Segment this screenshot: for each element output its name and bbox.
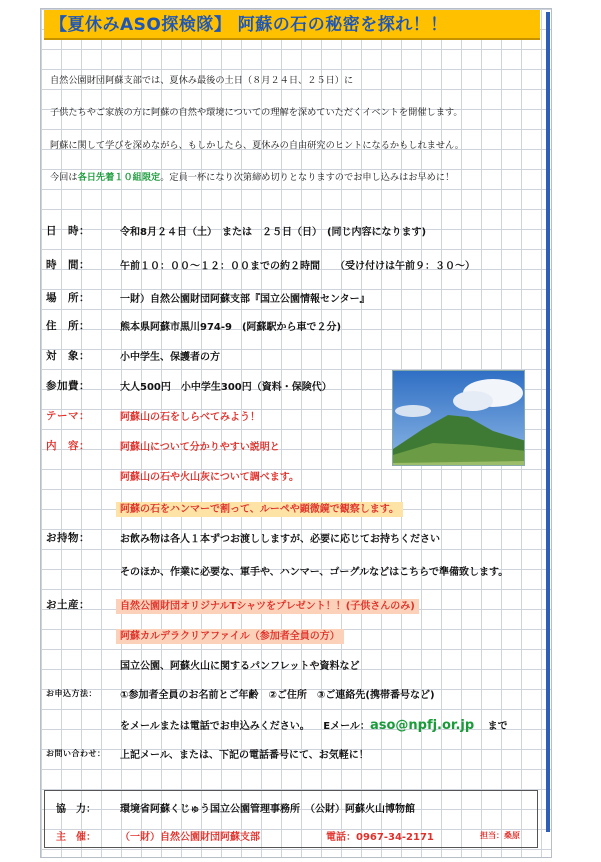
content-line-3 (120, 500, 403, 515)
inquiry-value: 上記メール、または、下記の電話番号にて、お気軽に！ (120, 750, 369, 761)
address-label: 住 所： (46, 320, 90, 332)
phone-label: 電話： (326, 832, 356, 843)
theme-value: 阿蘇山の石をしらべてみよう！ (120, 412, 260, 423)
mountain-illustration (393, 371, 525, 466)
gift-label: お土産： (46, 599, 90, 611)
place-label: 場 所： (46, 292, 90, 304)
email-suffix: まで (487, 721, 508, 732)
theme-label: テーマ： (46, 410, 90, 422)
intro-line-3: 阿蘇に関して学びを深めながら、もしかしたら、夏休みの自由研究のヒントになるかもしれません。 (50, 140, 464, 151)
apply-label: お申込方法： (46, 689, 97, 698)
notice-line (50, 169, 454, 183)
coop-label: 協 力： (56, 804, 96, 815)
phone-number[interactable]: 0967-34-2171 (356, 832, 434, 843)
host-label: 主 催： (56, 832, 96, 843)
notice-prefix: 今回は (50, 172, 78, 183)
target-label: 対 象： (46, 350, 90, 362)
footer-box (44, 790, 538, 848)
content-line-2: 阿蘇山の石や火山灰について調べます。 (120, 472, 299, 483)
phone-line (326, 828, 434, 843)
intro-line-2: 子供たちやご家族の方に阿蘇の自然や環境についての理解を深めていただくイベントを開催します。 (50, 107, 463, 118)
time-value: 午前１０：００～１２：００までの約２時間 （受け付けは午前９：３０～） (120, 261, 475, 272)
target-value: 小中学生、保護者の方 (120, 352, 220, 363)
place-value: 一財）自然公園財団阿蘇支部『国立公園情報センター』 (120, 294, 370, 305)
intro-line-1: 自然公園財団阿蘇支部では、夏休み最後の土日（８月２４日、２５日）に (50, 75, 354, 86)
gift-line-2-text: 阿蘇カルデラクリアファイル（参加者全員の方） (116, 629, 344, 644)
staff-name: 桑原 (504, 831, 520, 840)
notice-highlight: 各日先着１０組限定 (77, 172, 161, 183)
apply-line-2-text: をメールまたは電話でお申込みください。 (120, 721, 310, 732)
content-line-1: 阿蘇山について分かりやすい説明と (120, 442, 280, 453)
notice-suffix: 。定員一杯になり次第締め切りとなりますのでお申し込みはお早めに！ (160, 172, 455, 183)
gift-line-2 (120, 627, 344, 642)
bring-line-2: そのほか、作業に必要な、軍手や、ハンマー、ゴーグルなどはこちらで準備致します。 (120, 567, 509, 578)
time-label: 時 間： (46, 259, 90, 271)
content-label: 内 容： (46, 440, 90, 452)
bring-line-1: お飲み物は各人１本ずつお渡ししますが、必要に応じてお持ちください (120, 534, 440, 545)
apply-line-1: ①参加者全員のお名前とご年齢 ②ご住所 ③ご連絡先(携帯番号など) (120, 690, 435, 701)
date-label: 日 時： (46, 225, 90, 237)
flyer-title: 【夏休みASO探検隊】 阿蘇の石の秘密を探れ！！ (44, 10, 540, 40)
coop-value: 環境省阿蘇くじゅう国立公園管理事務所 （公財）阿蘇火山博物館 (120, 804, 415, 815)
staff-label: 担当： (480, 831, 504, 840)
fee-label: 参加費： (46, 380, 90, 392)
content-line-3-text: 阿蘇の石をハンマーで割って、ルーペや顕微鏡で観察します。 (116, 502, 403, 517)
gift-line-1 (120, 597, 419, 612)
decorative-stripe (546, 12, 550, 832)
email-label: Eメール： (323, 721, 370, 732)
gift-line-1-text: 自然公園財団オリジナルTシャツをプレゼント！！(子供さんのみ) (116, 599, 419, 614)
fee-value: 大人500円 小中学生300円（資料・保険代） (120, 382, 332, 393)
host-value: （一財）自然公園財団阿蘇支部 (120, 832, 260, 843)
gift-line-3: 国立公園、阿蘇火山に関するパンフレットや資料など (120, 661, 360, 672)
apply-line-2 (120, 717, 508, 733)
aso-mountain-photo (392, 370, 525, 466)
date-value: 令和8月２４日（土） または ２５日（日） (同じ内容になります) (120, 227, 427, 238)
inquiry-label: お問い合わせ： (46, 749, 106, 758)
staff-line (480, 830, 520, 841)
address-value: 熊本県阿蘇市黒川974-9 (阿蘇駅から車で２分) (120, 322, 342, 333)
email-address[interactable]: aso@npfj.or.jp (369, 718, 475, 733)
bring-label: お持物： (46, 532, 90, 544)
